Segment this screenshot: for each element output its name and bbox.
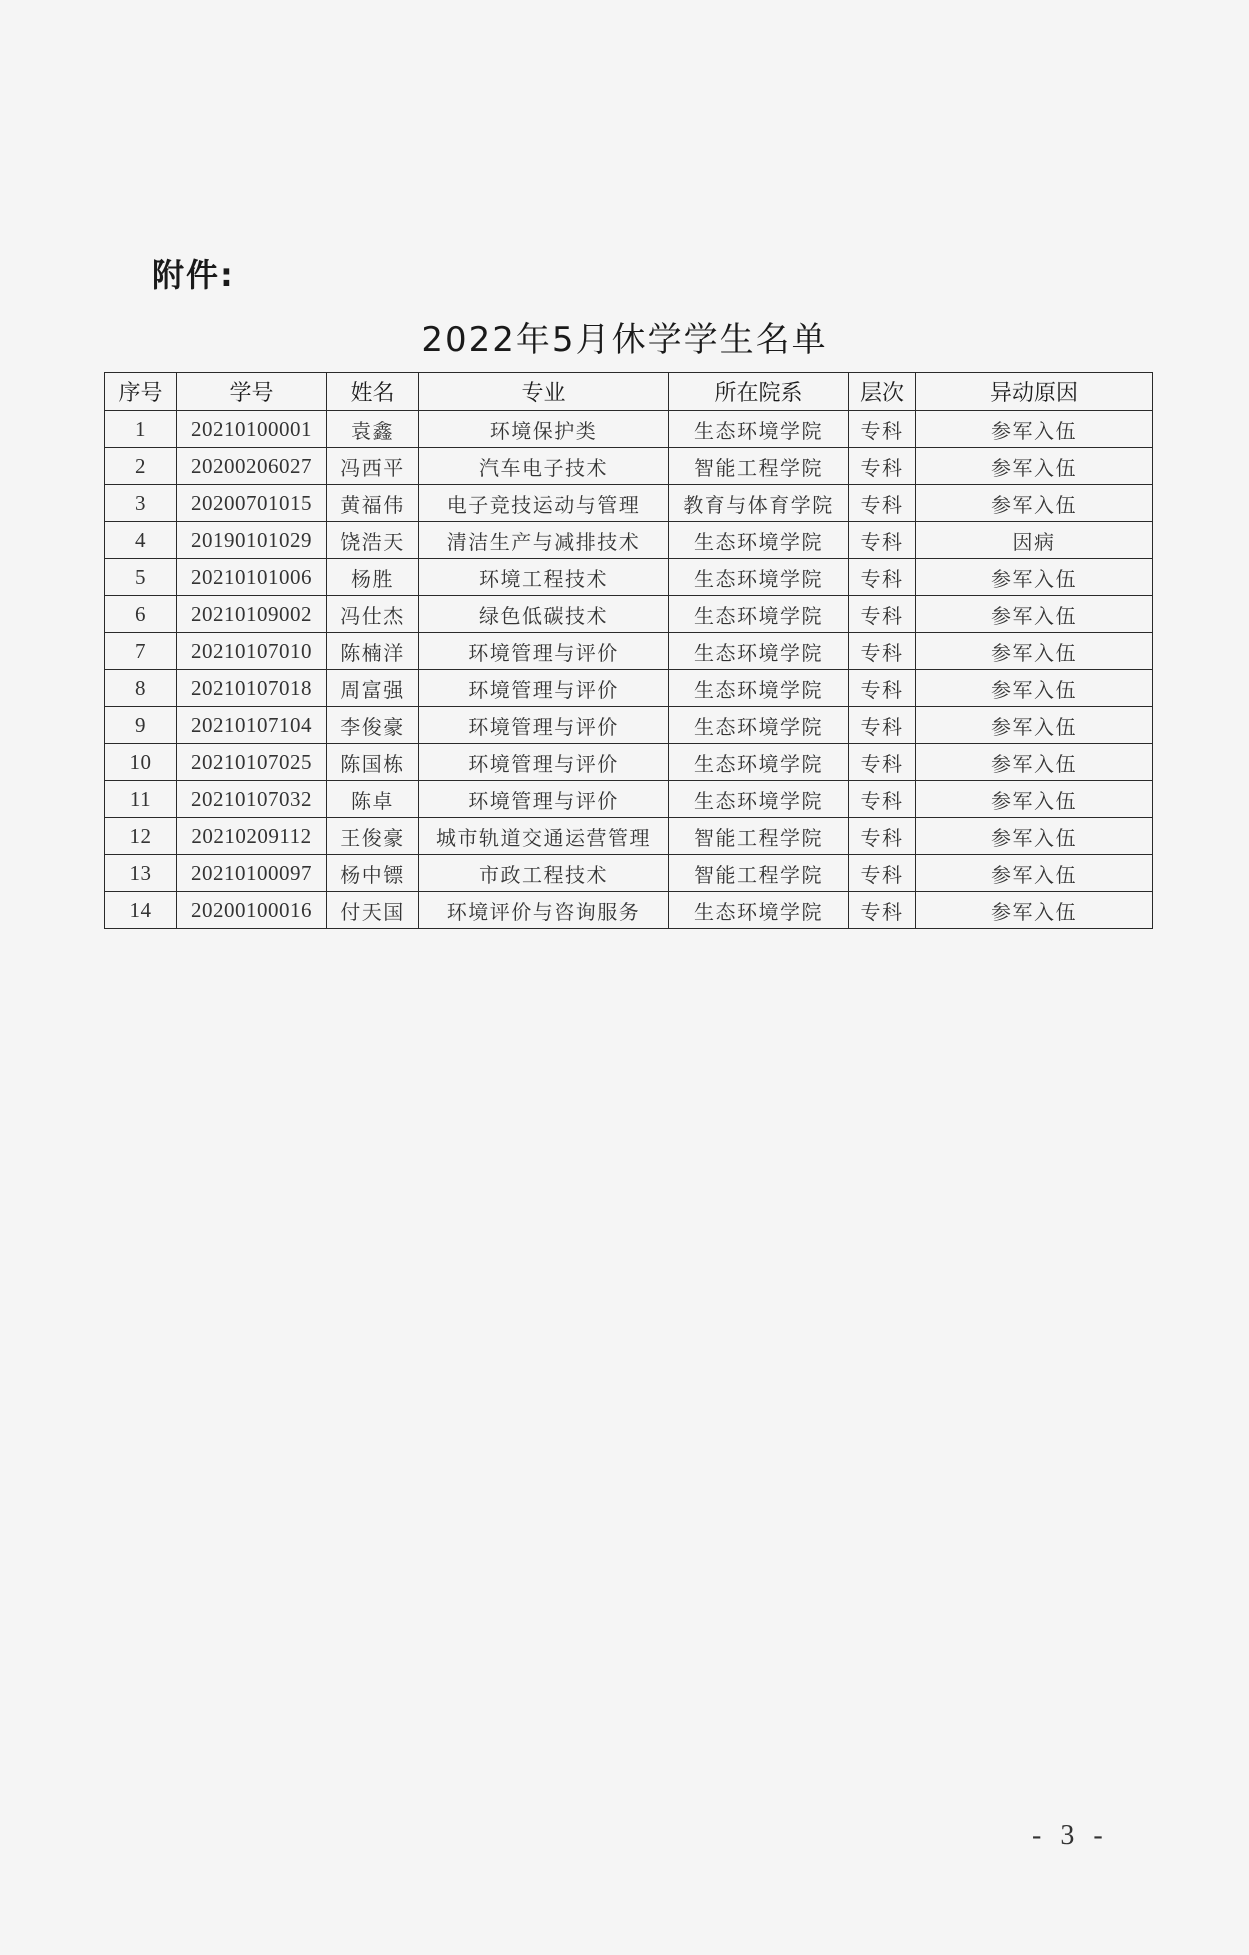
index-cell: 8 <box>105 670 177 707</box>
index-cell: 14 <box>105 892 177 929</box>
level-cell: 专科 <box>849 892 916 929</box>
index-cell: 4 <box>105 522 177 559</box>
table-row <box>105 781 1153 818</box>
major-cell: 环境管理与评价 <box>419 781 669 818</box>
major-cell: 环境管理与评价 <box>419 707 669 744</box>
header-department: 所在院系 <box>669 373 849 411</box>
student-id-cell: 20190101029 <box>177 522 327 559</box>
major-cell: 城市轨道交通运营管理 <box>419 818 669 855</box>
student-id-cell: 20200206027 <box>177 448 327 485</box>
major-cell: 环境评价与咨询服务 <box>419 892 669 929</box>
table-row <box>105 855 1153 892</box>
table-row <box>105 522 1153 559</box>
document-title: 2022年5月休学学生名单 <box>421 320 828 360</box>
student-roster-table <box>104 372 1153 929</box>
major-cell: 环境管理与评价 <box>419 744 669 781</box>
department-cell: 生态环境学院 <box>669 707 849 744</box>
name-cell: 杨中镖 <box>327 855 419 892</box>
name-cell: 陈楠洋 <box>327 633 419 670</box>
student-id-cell: 20200701015 <box>177 485 327 522</box>
name-cell: 陈国栋 <box>327 744 419 781</box>
reason-cell: 参军入伍 <box>916 633 1153 670</box>
table-row <box>105 670 1153 707</box>
header-student-id: 学号 <box>177 373 327 411</box>
department-cell: 生态环境学院 <box>669 892 849 929</box>
table-row <box>105 707 1153 744</box>
student-id-cell: 20200100016 <box>177 892 327 929</box>
major-cell: 清洁生产与减排技术 <box>419 522 669 559</box>
reason-cell: 因病 <box>916 522 1153 559</box>
name-cell: 李俊豪 <box>327 707 419 744</box>
index-cell: 13 <box>105 855 177 892</box>
level-cell: 专科 <box>849 411 916 448</box>
reason-cell: 参军入伍 <box>916 744 1153 781</box>
department-cell: 生态环境学院 <box>669 559 849 596</box>
major-cell: 汽车电子技术 <box>419 448 669 485</box>
level-cell: 专科 <box>849 559 916 596</box>
table-body <box>105 411 1153 929</box>
department-cell: 生态环境学院 <box>669 744 849 781</box>
name-cell: 杨胜 <box>327 559 419 596</box>
major-cell: 环境保护类 <box>419 411 669 448</box>
header-level: 层次 <box>849 373 916 411</box>
department-cell: 智能工程学院 <box>669 855 849 892</box>
name-cell: 袁鑫 <box>327 411 419 448</box>
reason-cell: 参军入伍 <box>916 855 1153 892</box>
reason-cell: 参军入伍 <box>916 781 1153 818</box>
level-cell: 专科 <box>849 670 916 707</box>
table-row <box>105 596 1153 633</box>
level-cell: 专科 <box>849 707 916 744</box>
level-cell: 专科 <box>849 448 916 485</box>
department-cell: 生态环境学院 <box>669 596 849 633</box>
level-cell: 专科 <box>849 522 916 559</box>
level-cell: 专科 <box>849 855 916 892</box>
student-id-cell: 20210209112 <box>177 818 327 855</box>
student-id-cell: 20210107018 <box>177 670 327 707</box>
department-cell: 生态环境学院 <box>669 633 849 670</box>
reason-cell: 参军入伍 <box>916 448 1153 485</box>
student-id-cell: 20210107032 <box>177 781 327 818</box>
header-name: 姓名 <box>327 373 419 411</box>
index-cell: 2 <box>105 448 177 485</box>
level-cell: 专科 <box>849 818 916 855</box>
table-row <box>105 559 1153 596</box>
major-cell: 环境工程技术 <box>419 559 669 596</box>
reason-cell: 参军入伍 <box>916 818 1153 855</box>
table-row <box>105 892 1153 929</box>
attachment-label: 附件: <box>152 256 235 294</box>
department-cell: 智能工程学院 <box>669 448 849 485</box>
header-index: 序号 <box>105 373 177 411</box>
major-cell: 环境管理与评价 <box>419 633 669 670</box>
reason-cell: 参军入伍 <box>916 485 1153 522</box>
reason-cell: 参军入伍 <box>916 892 1153 929</box>
name-cell: 冯仕杰 <box>327 596 419 633</box>
index-cell: 3 <box>105 485 177 522</box>
name-cell: 陈卓 <box>327 781 419 818</box>
major-cell: 市政工程技术 <box>419 855 669 892</box>
table-row <box>105 818 1153 855</box>
department-cell: 教育与体育学院 <box>669 485 849 522</box>
name-cell: 周富强 <box>327 670 419 707</box>
index-cell: 11 <box>105 781 177 818</box>
student-id-cell: 20210107010 <box>177 633 327 670</box>
name-cell: 饶浩天 <box>327 522 419 559</box>
table-row <box>105 411 1153 448</box>
page-number: - 3 - <box>1032 1820 1109 1851</box>
department-cell: 生态环境学院 <box>669 781 849 818</box>
index-cell: 12 <box>105 818 177 855</box>
index-cell: 6 <box>105 596 177 633</box>
student-id-cell: 20210107025 <box>177 744 327 781</box>
index-cell: 9 <box>105 707 177 744</box>
header-major: 专业 <box>419 373 669 411</box>
name-cell: 冯西平 <box>327 448 419 485</box>
reason-cell: 参军入伍 <box>916 411 1153 448</box>
student-id-cell: 20210100001 <box>177 411 327 448</box>
department-cell: 智能工程学院 <box>669 818 849 855</box>
department-cell: 生态环境学院 <box>669 522 849 559</box>
major-cell: 电子竞技运动与管理 <box>419 485 669 522</box>
table-row <box>105 485 1153 522</box>
reason-cell: 参军入伍 <box>916 707 1153 744</box>
level-cell: 专科 <box>849 781 916 818</box>
level-cell: 专科 <box>849 596 916 633</box>
reason-cell: 参军入伍 <box>916 670 1153 707</box>
level-cell: 专科 <box>849 485 916 522</box>
reason-cell: 参军入伍 <box>916 559 1153 596</box>
name-cell: 王俊豪 <box>327 818 419 855</box>
name-cell: 黄福伟 <box>327 485 419 522</box>
index-cell: 7 <box>105 633 177 670</box>
level-cell: 专科 <box>849 744 916 781</box>
student-id-cell: 20210107104 <box>177 707 327 744</box>
level-cell: 专科 <box>849 633 916 670</box>
name-cell: 付天国 <box>327 892 419 929</box>
table-row <box>105 633 1153 670</box>
major-cell: 环境管理与评价 <box>419 670 669 707</box>
header-reason: 异动原因 <box>916 373 1153 411</box>
index-cell: 10 <box>105 744 177 781</box>
index-cell: 5 <box>105 559 177 596</box>
student-id-cell: 20210100097 <box>177 855 327 892</box>
student-id-cell: 20210101006 <box>177 559 327 596</box>
major-cell: 绿色低碳技术 <box>419 596 669 633</box>
department-cell: 生态环境学院 <box>669 411 849 448</box>
reason-cell: 参军入伍 <box>916 596 1153 633</box>
student-id-cell: 20210109002 <box>177 596 327 633</box>
table-row <box>105 744 1153 781</box>
department-cell: 生态环境学院 <box>669 670 849 707</box>
table-row <box>105 448 1153 485</box>
table-header-row <box>105 373 1153 411</box>
index-cell: 1 <box>105 411 177 448</box>
